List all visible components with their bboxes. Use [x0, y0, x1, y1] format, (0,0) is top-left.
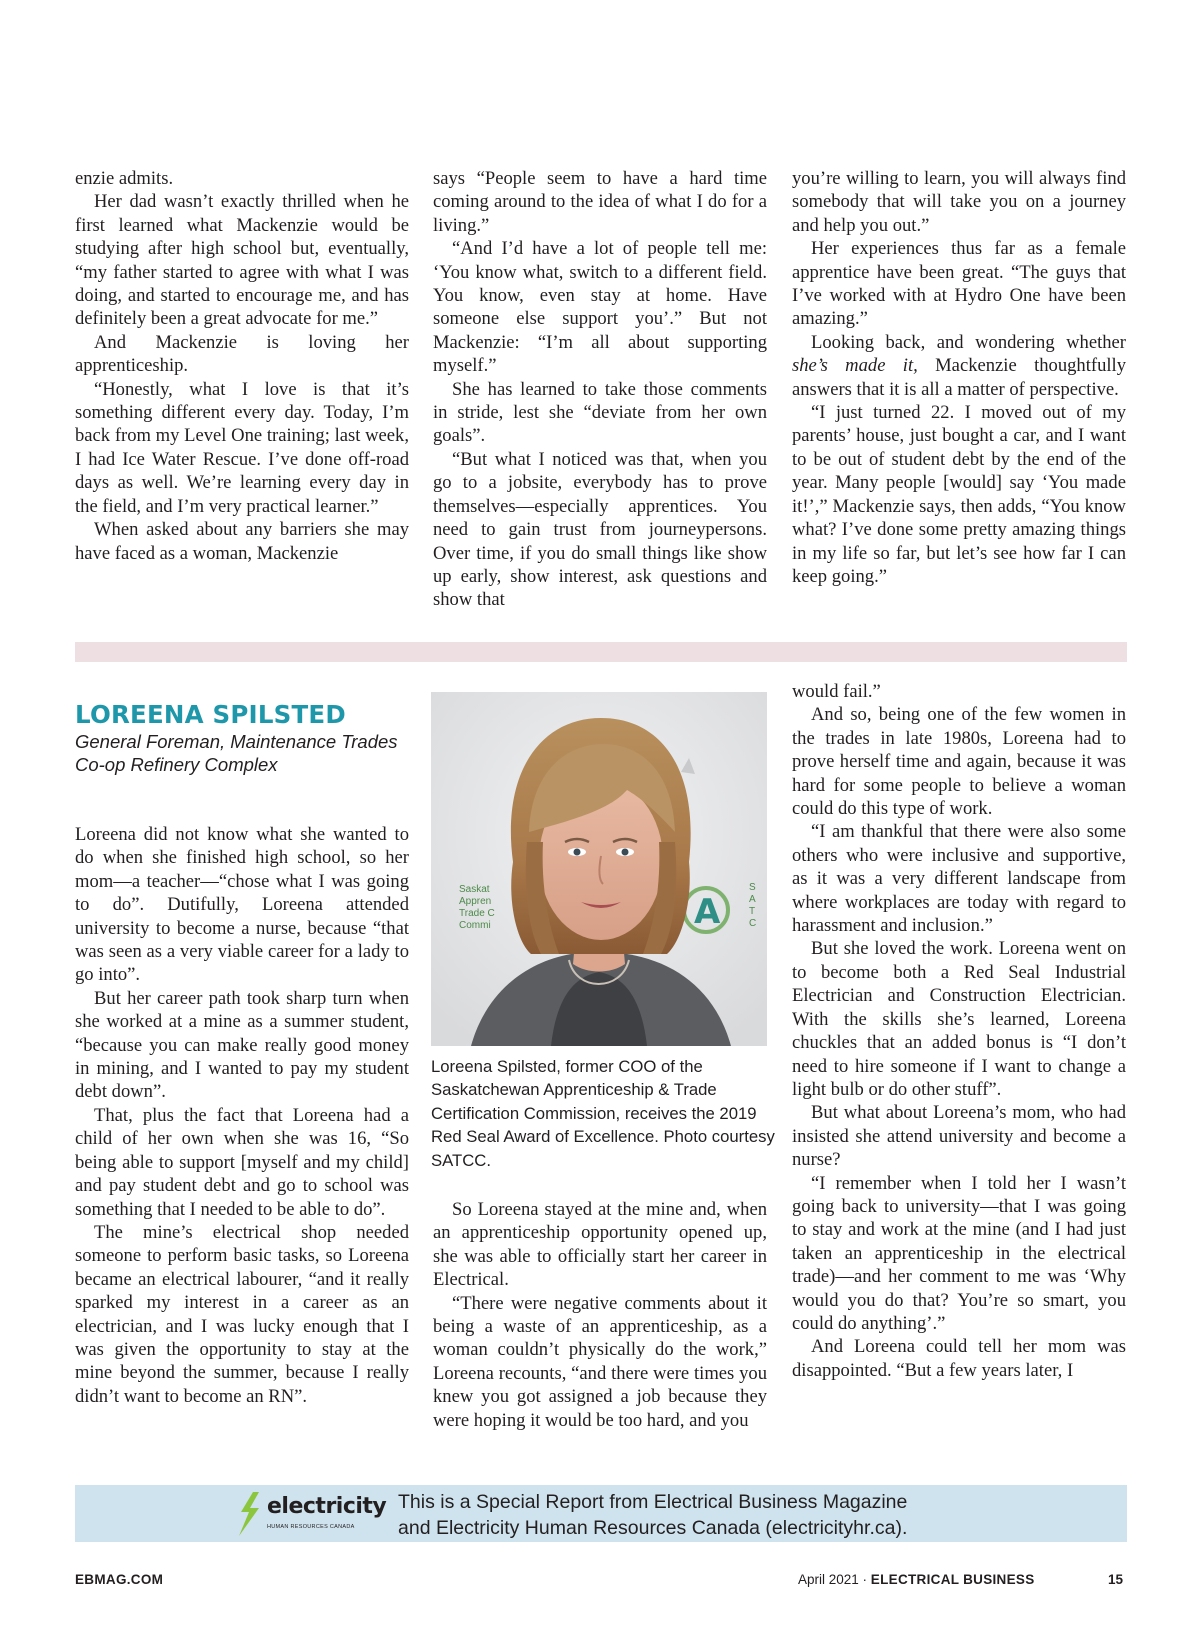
banner-line-1: This is a Special Report from Electrical Business Magazine	[398, 1491, 908, 1513]
paragraph: “Honestly, what I love is that it’s something different every day. Today, I’m back from my Level One training; last week, I had Ice Water Rescue. I’ve done off-road days as well. We’re learning every day in the field, and I’m very practical learner.”	[75, 378, 409, 517]
paragraph: That, plus the fact that Loreena had a child of her own when she was 16, “So being able to support [myself and my child] and pay student debt and go to school was something that I needed to be able to do”.	[75, 1104, 409, 1220]
paragraph: And Mackenzie is loving her apprenticeship.	[75, 331, 409, 377]
portrait-photo	[431, 692, 767, 1046]
paragraph: And Loreena could tell her mom was disappointed. “But a few years later, I	[792, 1336, 1126, 1381]
paragraph: She has learned to take those comments in stride, lest she “deviate from her own goals”.	[433, 378, 767, 447]
article-column-bottom-3	[792, 680, 1126, 1382]
paragraph: “I am thankful that there were also some others who were inclusive and supportive, as it was a very different landscape from where workplaces are today with regard to harassment and inclusion.”	[792, 821, 1126, 937]
profile-employer: Co-op Refinery Complex	[75, 754, 278, 776]
banner-line-2: and Electricity Human Resources Canada (electricityhr.ca).	[398, 1516, 908, 1539]
svg-text:C: C	[749, 918, 757, 929]
svg-text:Trade C: Trade C	[459, 908, 495, 919]
footer-date: April 2021 ·	[798, 1572, 871, 1587]
portrait-illustration	[431, 692, 767, 1046]
paragraph: enzie admits.	[75, 168, 174, 189]
paragraph: “I remember when I told her I wasn’t going back to university—that I was going to stay and work at the mine (and I had just taken an apprenticeship in the electrical trade)—and her comment to me was ‘Why would you do that? You’re so smart, you could do anything’.”	[792, 1172, 1126, 1334]
svg-text:Appren: Appren	[459, 896, 492, 907]
profile-name: LOREENA SPILSTED	[75, 700, 346, 729]
footer-issue	[798, 1572, 1035, 1587]
svg-text:Saskat: Saskat	[459, 884, 490, 895]
article-column-bottom-1	[75, 823, 409, 1408]
photo-caption: Loreena Spilsted, former COO of the Saskatchewan Apprenticeship & Trade Certification Commission, receives the 2019 Red Seal Award of Excellence. Photo courtesy SATCC.	[431, 1057, 775, 1170]
paragraph: The mine’s electrical shop needed someone to perform basic tasks, so Loreena became an electrical labourer, “and it really sparked my interest in a career as an electrician, and I was lucky enough that I was given the opportunity to stay at the mine beyond the summer, because I really didn’t want to become an RN”.	[75, 1221, 409, 1407]
section-divider	[75, 642, 1127, 662]
lightning-bolt-icon	[235, 1490, 265, 1538]
paragraph: “And I’d have a lot of people tell me: ‘You know what, switch to a different field. You know, even stay at home. Have someone else support you’.” But not Mackenzie: “I’m all about supporting myself.”	[433, 238, 767, 377]
paragraph: Looking back, and wondering whether she’s made it, Mackenzie thoughtfully answers that it is all a matter of perspective.	[792, 331, 1126, 400]
profile-job-title: General Foreman, Maintenance Trades	[75, 731, 398, 752]
paragraph: When asked about any barriers she may have faced as a woman, Mackenzie	[75, 519, 409, 564]
paragraph: “There were negative comments about it being a waste of an apprenticeship, as a woman couldn’t physically do the work,” Loreena recounts, “and there were times you knew you got assigned a job because they were hoping it would be too hard, and you	[433, 1292, 767, 1431]
paragraph: would fail.”	[792, 681, 881, 702]
svg-text:S: S	[749, 882, 756, 893]
article-column-top-3	[792, 167, 1126, 588]
special-report-banner	[75, 1485, 1127, 1542]
paragraph: Her experiences thus far as a female apprentice have been great. “The guys that I’ve worked with at Hydro One have been amazing.”	[792, 238, 1126, 330]
svg-text:A: A	[749, 894, 756, 905]
paragraph: you’re willing to learn, you will always find somebody that will take you on a journey and help you out.”	[792, 168, 1126, 236]
paragraph: “I just turned 22. I moved out of my parents’ house, just bought a car, and I want to be out of student debt by the end of the year. Many people [would] say ‘You made it!’,” Mackenzie says, then adds, “You know what? I’ve done some pretty amazing things in my life so far, but let’s see how far I can keep going.”	[792, 402, 1126, 587]
paragraph: Her dad wasn’t exactly thrilled when he first learned what Mackenzie would be studying after high school but, eventually, “my father started to agree with what I was doing, and started to encourage me, and has definitely been a great advocate for me.”	[75, 191, 409, 330]
article-column-bottom-2	[433, 1198, 767, 1432]
svg-text:T: T	[749, 906, 756, 917]
paragraph: So Loreena stayed at the mine and, when an apprenticeship opportunity opened up, she was able to officially start her career in Electrical.	[433, 1199, 767, 1291]
page-number: 15	[1108, 1572, 1124, 1587]
paragraph: says “People seem to have a hard time coming around to the idea of what I do for a living.”	[433, 168, 767, 236]
banner-text	[398, 1490, 1118, 1541]
svg-text:A: A	[694, 892, 721, 932]
footer-site-link[interactable]: EBMAG.COM	[75, 1572, 164, 1587]
profile-header	[75, 700, 409, 777]
paragraph: “But what I noticed was that, when you go to a jobsite, everybody has to prove themselves—especially apprentices. You need to gain trust from journeypersons. Over time, if you do small things like show up early, show interest, ask questions and show that	[433, 448, 767, 611]
paragraph: But what about Loreena’s mom, who had insisted she attend university and become a nurse?	[792, 1102, 1126, 1171]
svg-text:Commi: Commi	[459, 920, 491, 931]
paragraph: But she loved the work. Loreena went on to become both a Red Seal Industrial Electrician and Construction Electrician. With the skills she’s learned, Loreena chuckles that an added bonus is “I don’t need to hire someone if I want to change a light bulb or do other stuff”.	[792, 938, 1126, 1100]
electricity-hr-logo[interactable]	[235, 1490, 385, 1538]
article-column-top-2	[433, 167, 767, 612]
paragraph: Loreena did not know what she wanted to do when she finished high school, so her mom—a teacher—“chose what I was going to do”. Dutifully, Loreena attended university to become a nurse, because “that was seen as a very viable career for a lady to go into”.	[75, 824, 409, 986]
logo-subtitle: HUMAN RESOURCES CANADA	[267, 1524, 355, 1530]
footer-magazine: ELECTRICAL BUSINESS	[870, 1572, 1035, 1587]
article-column-top-1	[75, 167, 409, 565]
paragraph: And so, being one of the few women in the trades in late 1980s, Loreena had to prove herself time and again, because it was hard for some people to believe a woman could do this type of work.	[792, 704, 1126, 820]
logo-wordmark: electricity	[267, 1494, 387, 1519]
paragraph: But her career path took sharp turn when she worked at a mine as a summer student, “because you can make really good money in mining, and I wanted to pay my student debt down”.	[75, 987, 409, 1103]
